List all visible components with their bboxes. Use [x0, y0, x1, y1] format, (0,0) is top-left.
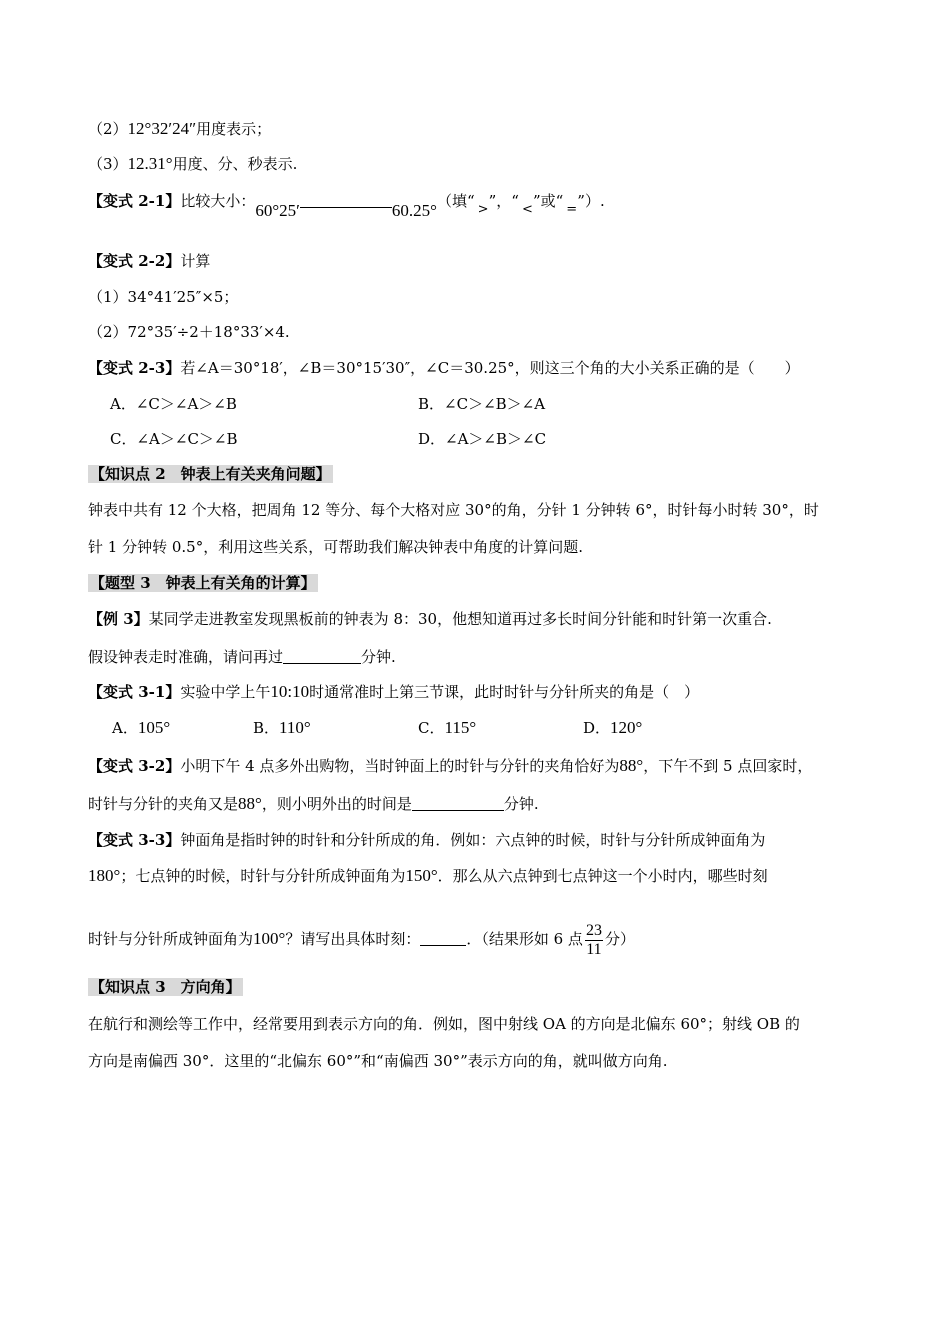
- fraction: $\frac{23}{11}$: [585, 921, 602, 958]
- option-d[interactable]: D．120°: [583, 718, 643, 737]
- variant-3-1: 【变式 3-1】实验中学上午10:10时通常准时上第三节课，此时时针与分针所夹的角是（ ）: [88, 682, 700, 701]
- variant-2-2-item-1: （1）34°41′25″×5；: [88, 288, 239, 306]
- option-b[interactable]: B．110°: [253, 718, 311, 737]
- example-3-line-2: 假设钟表走时准确，请问再过 分钟.: [88, 648, 396, 666]
- answer-blank[interactable]: [300, 193, 392, 208]
- variant-3-2-line-2: 时针与分针的夹角又是88°，则小明外出的时间是 分钟.: [88, 794, 539, 813]
- variant-3-3: 【变式 3-3】钟面角是指时钟的时针和分针所成的角．例如：六点钟的时候，时针与分针所成钟面角为: [88, 831, 766, 849]
- knowledge-point-2-title: 【知识点 2 钟表上有关夹角问题】: [90, 465, 331, 483]
- variant-3-3-line-2: 180°；七点钟的时候，时针与分针所成钟面角为150°．那么从六点钟到七点钟这一个小时内，哪些时刻: [88, 866, 768, 885]
- knowledge-point-3-line-2: 方向是南偏西 30°．这里的“北偏东 60°”和“南偏西 30°”表示方向的角，就叫做方向角.: [88, 1052, 668, 1070]
- variant-3-3-line-3: 时针与分针所成钟面角为100°？请写出具体时刻： ．（结果形如 6 点 $\frac{23}{11}$ 分）: [88, 921, 635, 958]
- variant-2-2: 【变式 2-2】计算: [88, 252, 211, 270]
- answer-blank[interactable]: [420, 931, 466, 946]
- knowledge-point-2-line-2: 针 1 分钟转 0.5°，利用这些关系，可帮助我们解决钟表中角度的计算问题.: [88, 538, 583, 556]
- q2-3: （3）12.31°用度、分、秒表示.: [88, 154, 298, 173]
- variant-2-3-label: 【变式 2-3】: [88, 359, 181, 377]
- question-type-3-title: 【题型 3 钟表上有关角的计算】: [90, 574, 316, 592]
- option-a[interactable]: A．105°: [112, 718, 171, 737]
- variant-2-1-label: 【变式 2-1】: [88, 192, 181, 210]
- variant-3-3-label: 【变式 3-3】: [88, 831, 181, 849]
- q2-3-math: 12.31°: [127, 154, 173, 173]
- option-b[interactable]: B．∠C＞∠B＞∠A: [418, 395, 546, 413]
- q2-2-math: 12°32′24″: [127, 119, 197, 138]
- answer-blank[interactable]: [283, 649, 361, 664]
- example-3: 【例 3】某同学走进教室发现黑板前的钟表为 8：30，他想知道再过多长时间分针能和时针第一次重合.: [88, 610, 772, 628]
- q2-2: （2）12°32′24″用度表示；: [88, 119, 272, 138]
- option-c[interactable]: C．∠A＞∠C＞∠B: [110, 430, 238, 448]
- option-d[interactable]: D．∠A＞∠B＞∠C: [418, 430, 547, 448]
- variant-3-2-label: 【变式 3-2】: [88, 757, 181, 775]
- example-3-label: 【例 3】: [88, 610, 149, 628]
- variant-3-1-label: 【变式 3-1】: [88, 683, 181, 701]
- answer-blank[interactable]: [412, 796, 504, 811]
- option-c[interactable]: C．115°: [418, 718, 477, 737]
- knowledge-point-3-line-1: 在航行和测绘等工作中，经常要用到表示方向的角．例如，图中射线 OA 的方向是北偏东 60°；射线 OB 的: [88, 1015, 800, 1033]
- variant-2-2-item-2: （2）72°35′÷2＋18°33′×4.: [88, 323, 290, 341]
- knowledge-point-3-title: 【知识点 3 方向角】: [90, 978, 241, 996]
- option-a[interactable]: A．∠C＞∠A＞∠B: [110, 395, 237, 413]
- variant-2-3: 【变式 2-3】若∠A＝30°18′，∠B＝30°15′30″，∠C＝30.25°，则这三个角的大小关系正确的是（ ）: [88, 359, 800, 377]
- knowledge-point-2-line-1: 钟表中共有 12 个大格，把周角 12 等分、每个大格对应 30°的角，分针 1 分钟转 6°，时针每小时转 30°，时: [88, 501, 819, 519]
- variant-3-2: 【变式 3-2】小明下午 4 点多外出购物，当时钟面上的时针与分针的夹角恰好为88°，下午不到 5 点回家时，: [88, 756, 813, 775]
- variant-2-1: 【变式 2-1】比较大小：60°25′ 60.25°（填“ > ”，“ < ”或“ = ”）.: [88, 192, 605, 220]
- variant-2-2-label: 【变式 2-2】: [88, 252, 181, 270]
